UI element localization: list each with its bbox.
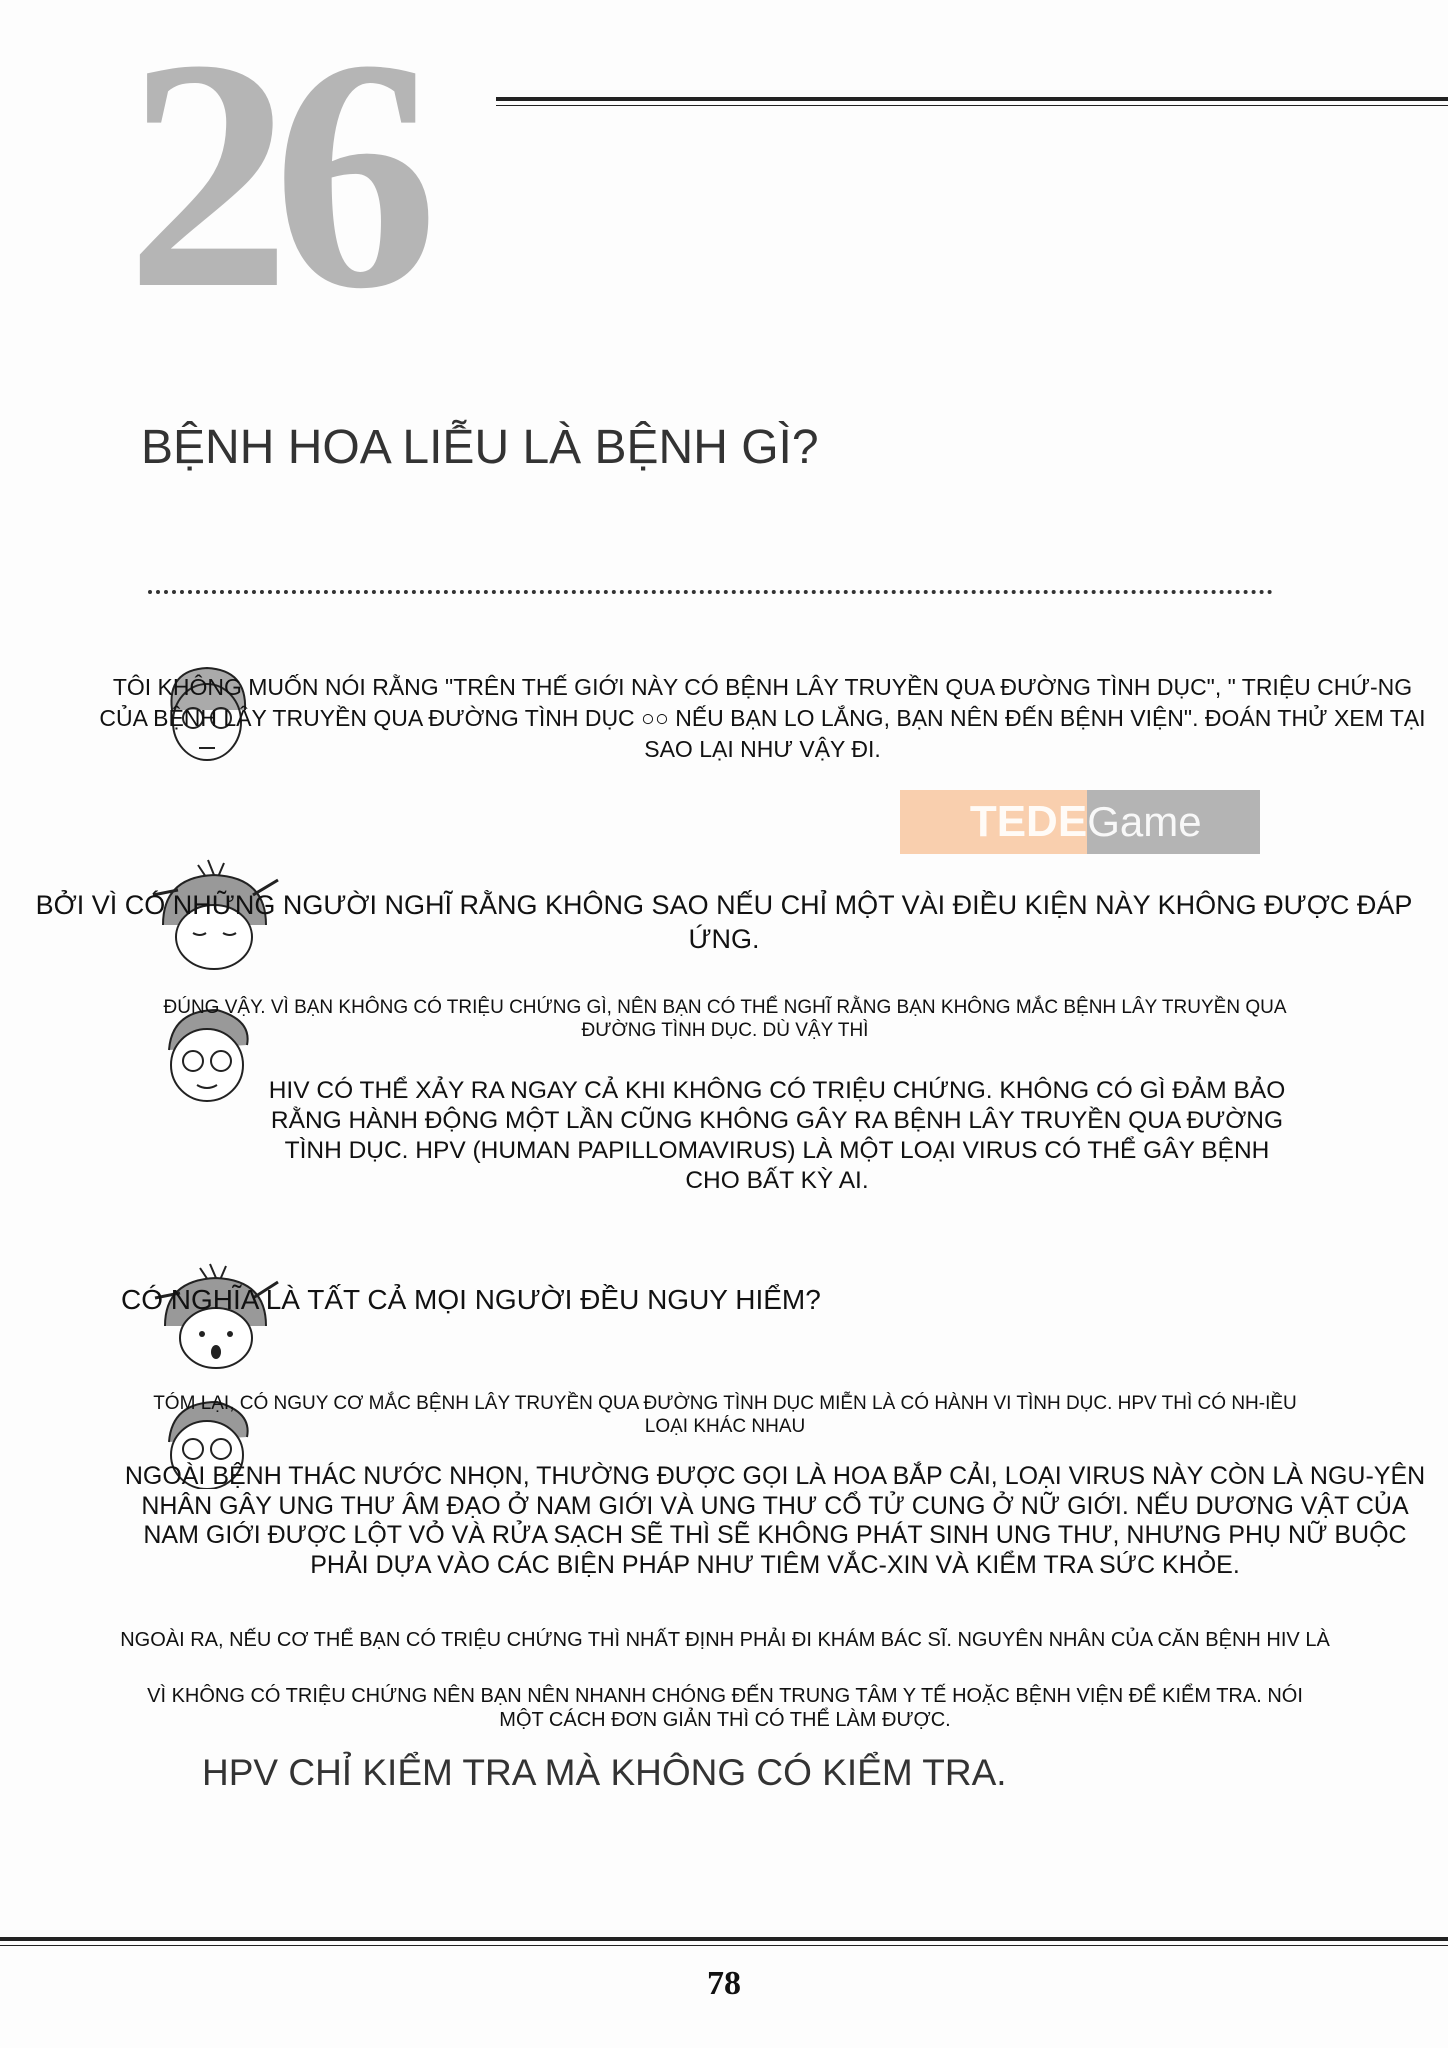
chapter-number: 26 [126, 0, 420, 357]
header-rule [496, 97, 1448, 106]
footer-rule [0, 1937, 1448, 1946]
paragraph-question: CÓ NGHĨA LÀ TẤT CẢ MỌI NGƯỜI ĐỀU NGUY HIỂM? [121, 1284, 821, 1315]
page-number: 78 [707, 1965, 741, 2002]
paragraph-reason: BỞI VÌ CÓ NHỮNG NGƯỜI NGHĨ RẰNG KHÔNG SAO NẾU CHỈ MỘT VÀI ĐIỀU KIỆN NÀY KHÔNG ĐƯỢC ĐÁP ỨNG. [35, 890, 1413, 954]
paragraph-see-doctor: NGOÀI RA, NẾU CƠ THỂ BẠN CÓ TRIỆU CHỨNG THÌ NHẤT ĐỊNH PHẢI ĐI KHÁM BÁC SĨ. NGUYÊN NHÂN CỦA CĂN BỆNH HIV LÀ [120, 1629, 1330, 1651]
paragraph-get-tested: VÌ KHÔNG CÓ TRIỆU CHỨNG NÊN BẠN NÊN NHANH CHÓNG ĐẾN TRUNG TÂM Y TẾ HOẶC BỆNH VIỆN ĐỂ KIỂM TRA. NÓI MỘT CÁCH ĐƠN GIẢN THÌ CÓ THỂ LÀM ĐƯỢC. [147, 1685, 1303, 1731]
watermark [900, 790, 1260, 854]
closing-heading: HPV CHỈ KIỂM TRA MÀ KHÔNG CÓ KIỂM TRA. [202, 1752, 1007, 1793]
watermark-left: TEDE [900, 790, 1087, 854]
paragraph-hpv-cancer: NGOÀI BỆNH THÁC NƯỚC NHỌN, THƯỜNG ĐƯỢC GỌI LÀ HOA BẮP CẢI, LOẠI VIRUS NÀY CÒN LÀ NGU-YÊN NHÂN GÂY UNG THƯ ÂM ĐẠO Ở NAM GIỚI VÀ UNG THƯ CỔ TỬ CUNG Ở NỮ GIỚI. NẾU DƯƠNG VẬT CỦA NAM GIỚI ĐƯỢC LỘT VỎ VÀ RỬA SẠCH SẼ THÌ SẼ KHÔNG PHÁT SINH UNG THƯ, NHƯNG PHỤ NỮ BUỘC PHẢI DỰA VÀO CÁC BIỆN PHÁP NHƯ TIÊM VẮC-XIN VÀ KIỂM TRA SỨC KHỎE. [124, 1462, 1426, 1579]
dotted-divider [148, 590, 1273, 594]
paragraph-hiv-hpv: HIV CÓ THỂ XẢY RA NGAY CẢ KHI KHÔNG CÓ TRIỆU CHỨNG. KHÔNG CÓ GÌ ĐẢM BẢO RẰNG HÀNH ĐỘNG MỘT LẦN CŨNG KHÔNG GÂY RA BỆNH LÂY TRUYỀN QUA ĐƯỜNG TÌNH DỤC. HPV (HUMAN PAPILLOMAVIRUS) LÀ MỘT LOẠI VIRUS CÓ THỂ GÂY BỆNH CHO BẤT KỲ AI. [268, 1077, 1286, 1194]
paragraph-intro: TÔI KHÔNG MUỐN NÓI RẰNG "TRÊN THẾ GIỚI NÀY CÓ BỆNH LÂY TRUYỀN QUA ĐƯỜNG TÌNH DỤC", " TRIỆU CHỨ-NG CỦA BỆNH LÂY TRUYỀN QUA ĐƯỜNG TÌNH DỤC ○○ NẾU BẠN LO LẮNG, BẠN NÊN ĐẾN BỆNH VIỆN". ĐOÁN THỬ XEM TẠI SAO LẠI NHƯ VẬY ĐI. [99, 674, 1426, 762]
watermark-right: Game [1087, 790, 1260, 854]
page-title: BỆNH HOA LIỄU LÀ BỆNH GÌ? [141, 421, 819, 474]
paragraph-no-symptoms: ĐÚNG VẬY. VÌ BẠN KHÔNG CÓ TRIỆU CHỨNG GÌ, NÊN BẠN CÓ THỂ NGHĨ RẰNG BẠN KHÔNG MẮC BỆNH LÂY TRUYỀN QUA ĐƯỜNG TÌNH DỤC. DÙ VẬY THÌ [163, 997, 1287, 1041]
paragraph-summary: TÓM LẠI, CÓ NGUY CƠ MẮC BỆNH LÂY TRUYỀN QUA ĐƯỜNG TÌNH DỤC MIỄN LÀ CÓ HÀNH VI TÌNH DỤC. HPV THÌ CÓ NH-IỀU LOẠI KHÁC NHAU [153, 1393, 1297, 1437]
